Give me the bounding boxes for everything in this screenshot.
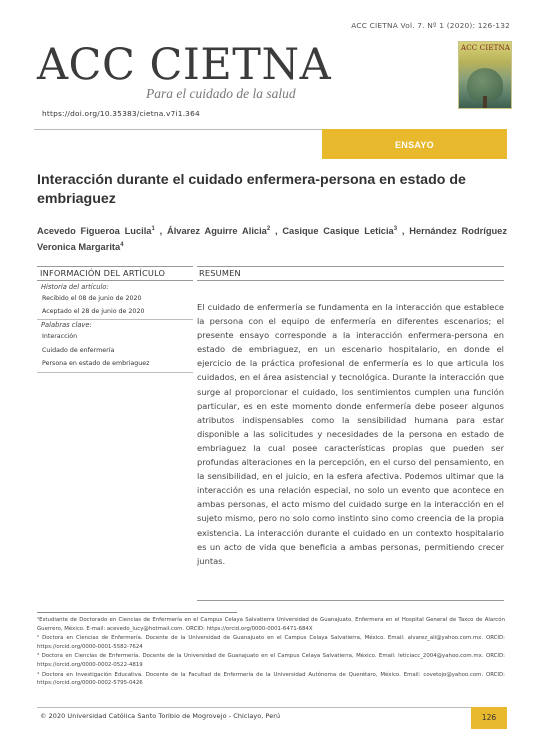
author-name: Acevedo Figueroa Lucila xyxy=(37,226,152,237)
abstract-heading: RESUMEN xyxy=(199,268,241,278)
footnote-item: ¹Estudiante de Doctorado en Ciencias de Enfermería en el Campus Celaya Salvatierra Universidad de Guanajuato. Enfermera en el Hospital General de Taxco de Alarcón Guerrero, México. E-mail: acevedo_lucy@hotmail.com. ORCID: https://orcid.org/0000-0001-6471-684X xyxy=(37,617,505,632)
copyright: © 2020 Universidad Católica Santo Toribio de Mogrovejo - Chiclayo, Perú xyxy=(40,712,281,720)
journal-cover-image xyxy=(458,41,512,109)
info-top-rule xyxy=(37,266,193,267)
author-name: Casique Casique Leticia xyxy=(282,226,394,237)
article-history xyxy=(37,282,193,320)
keywords-block xyxy=(37,320,193,373)
journal-tagline: Para el cuidado de la salud xyxy=(146,86,296,101)
footnote-item: ² Doctora en Ciencias de Enfermería. Docente de la Universidad de Guanajuato en el Campus Celaya Salvatierra, México. Email: alvarez_ali@yahoo.com.mx. ORCID: https://orcid.org/0000-0001-5582-7624 xyxy=(37,635,505,650)
author-name: Hernández Rodríguez Veronica Margarita xyxy=(37,226,508,252)
abstract-bottom-rule xyxy=(197,600,504,601)
accepted-date: Aceptado el 28 de junio de 2020 xyxy=(42,308,145,315)
article-info-heading: INFORMACIÓN DEL ARTÍCULO xyxy=(40,268,166,278)
author-affiliation-mark: 4 xyxy=(120,241,124,248)
doi-link[interactable]: https://doi.org/10.35383/cietna.v7i1.364 xyxy=(42,109,200,118)
abstract-heading-rule xyxy=(197,280,504,281)
journal-brand: ACC CIETNA xyxy=(37,40,332,90)
author-affiliation-mark: 1 xyxy=(151,226,155,232)
received-date: Recibido el 08 de junio de 2020 xyxy=(42,295,142,302)
author-separator: , xyxy=(154,226,167,237)
author-affiliation-mark: 3 xyxy=(393,226,398,232)
author-separator: , xyxy=(397,226,410,237)
author-separator: , xyxy=(270,226,283,237)
cover-title: ACC CIETNA xyxy=(461,44,511,52)
footnote-item: ³ Doctora en Ciencias de Enfermería. Docente de la Universidad de Guanajuato en el Campus Celaya Salvatierra, México. Email: leticiacc_2004@yahoo.com.mx. ORCID: https://orcid.org/0000-0002-0522-4819 xyxy=(37,653,505,668)
keyword-item: Interacción xyxy=(42,333,78,340)
author-affiliation-mark: 2 xyxy=(266,226,271,232)
footnote-item: ⁴ Doctora en Investigación Educativa. Docente de la Facultad de Enfermería de la Universidad Autónoma de Querétaro, México. Email: covetojo@yahoo.com. ORCID: https://orcid.org/0000-0002-5795-0426 xyxy=(37,671,505,687)
footer-rule xyxy=(37,707,471,708)
info-heading-rule xyxy=(37,280,193,281)
author-list xyxy=(37,223,507,254)
keywords-label: Palabras clave: xyxy=(41,321,92,329)
cover-trunk xyxy=(483,96,487,108)
footnotes xyxy=(37,616,505,689)
section-label: ENSAYO xyxy=(395,140,434,150)
journal-reference: ACC CIETNA Vol. 7. Nº 1 (2020): 126-132 xyxy=(351,21,510,30)
page-number: 126 xyxy=(481,713,497,722)
keyword-item: Cuidado de enfermería xyxy=(42,346,115,354)
footnote-rule xyxy=(37,612,237,613)
abstract-text: El cuidado de enfermería se fundamenta en la interacción que establece la persona con el equipo de enfermería en diferentes escenarios; el presente ensayo corresponde a la interacción enfermera-persona en estado de embriaguez, en un escenario hospitalario, en donde el ejercicio de la práctica profesional de enfermería es lo que articula los cuidados, en el área asistencial y tecnológica. Durante la interacción que surge al proporcionar el cuidado, los sentimientos cumplen una función particular, es en este momento donde enfermería debe poseer algunos atributos indispensables como la sensibilidad humana para estar disponible a las solicitudes y necesidades de la persona en estado de embriaguez la cual posee características propias que pueden ser profundas alteraciones en la percepción, en el curso del pensamiento, en la sensibilidad, en el juicio, en la esfera afectiva. Podemos ultimar que la interacción es una relación especial, no solo un evento que acontece en ambas personas, el acto mismo del cuidado surge en la interacción en el sujeto mismo, pero no solo como instinto sino como creencia de la propia existencia. La interacción durante el cuidado en un contexto hospitalario es un acto de vida que beneficia a ambas personas, permitiendo crecer juntas. xyxy=(197,302,504,566)
article-title: Interacción durante el cuidado enfermera-persona en estado de embriaguez xyxy=(37,172,466,207)
abstract-top-rule xyxy=(197,266,504,267)
header-rule xyxy=(34,129,322,130)
author-name: Álvarez Aguirre Alicia xyxy=(166,226,267,237)
history-label: Historia del artículo: xyxy=(41,283,109,291)
keywords-divider xyxy=(37,372,193,373)
keyword-item: Persona en estado de embriaguez xyxy=(42,360,150,367)
